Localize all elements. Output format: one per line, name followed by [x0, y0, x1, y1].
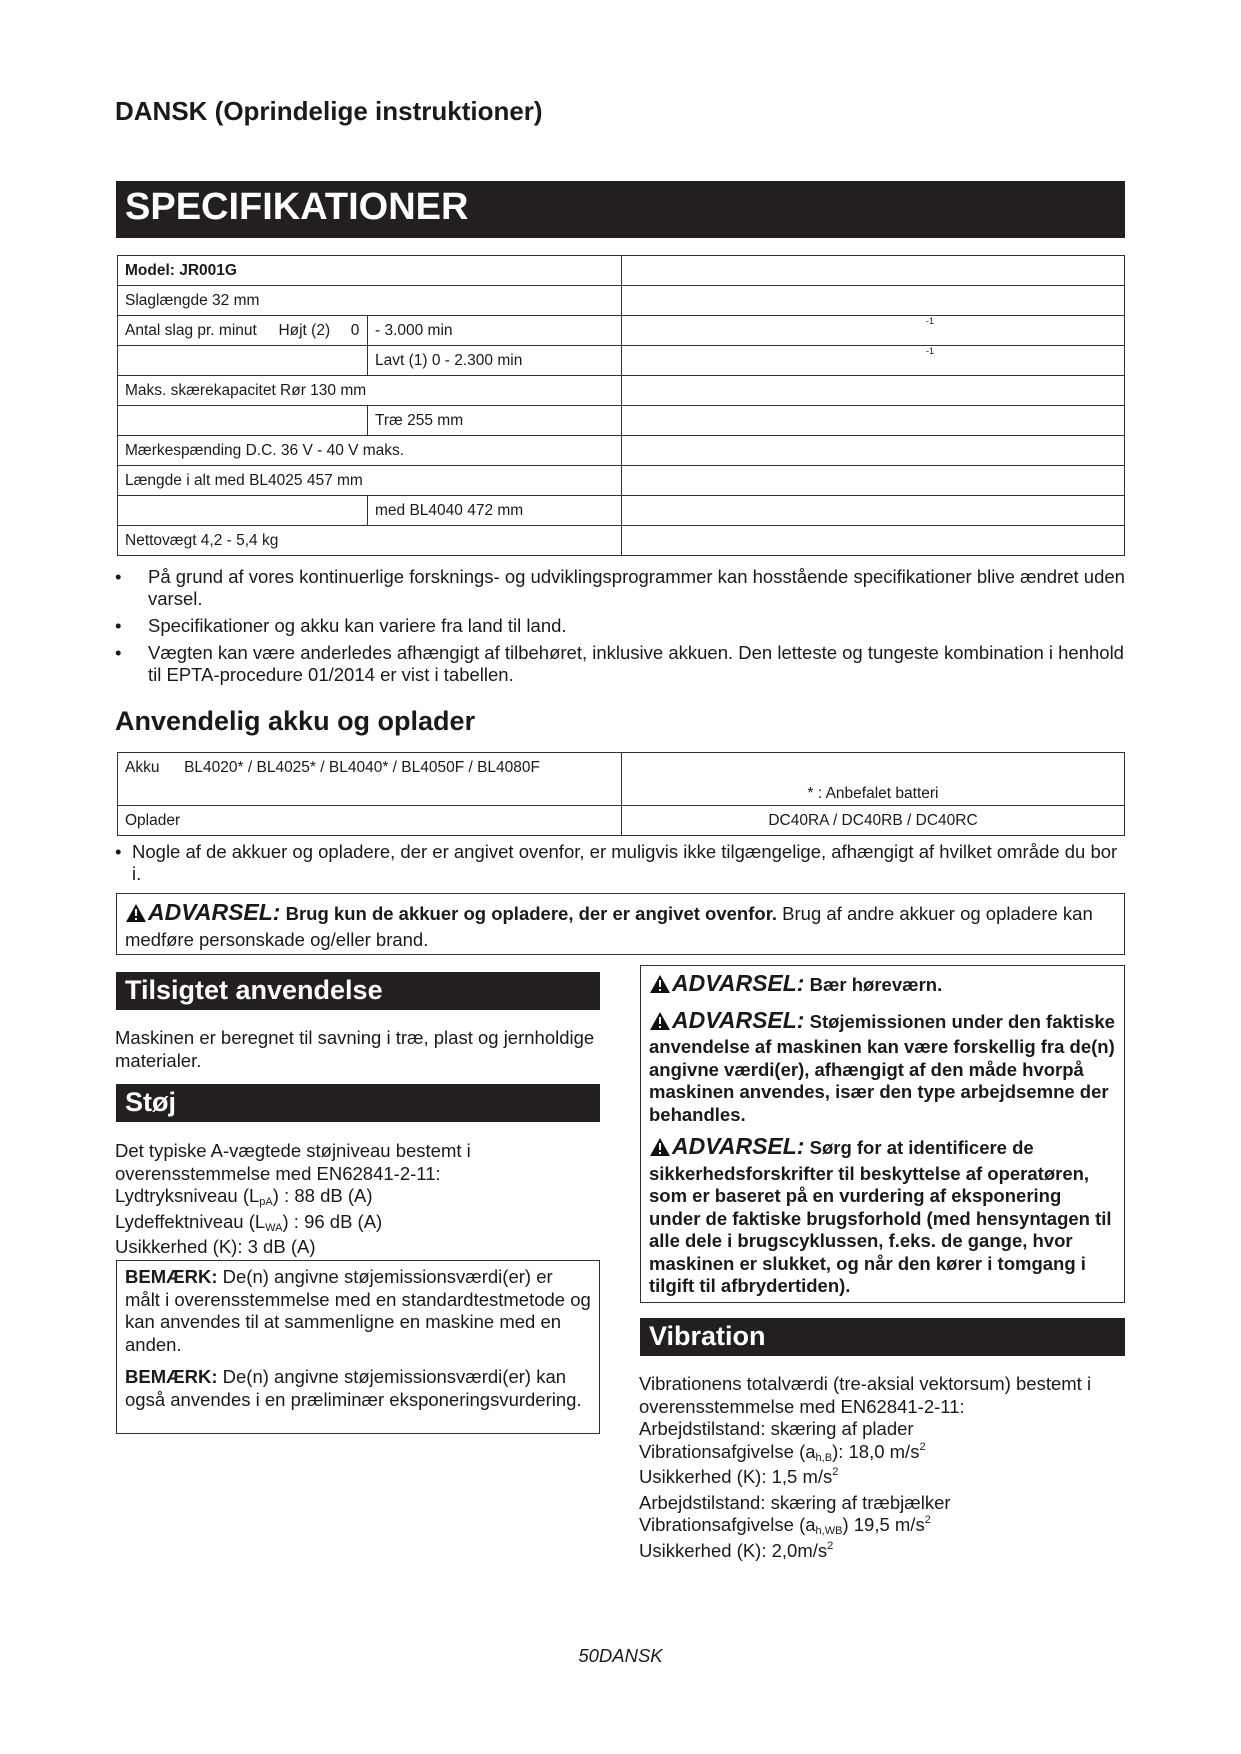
- stroke-length-cell: Slaglængde 32 mm: [118, 286, 622, 316]
- akku-label: Akku: [125, 759, 160, 776]
- recommended-cell: * : Anbefalet batteri: [622, 753, 1125, 806]
- akku-cell: [118, 753, 622, 806]
- warning-triangle-icon: [125, 903, 147, 929]
- spec-notes-list: [115, 566, 1125, 691]
- list-item: • På grund af vores kontinuerlige forsknings- og udviklingsprogrammer kan hosstående specifikationer blive ændret uden varsel.: [115, 566, 1125, 609]
- list-item: • Specifikationer og akku kan variere fra land til land.: [115, 615, 567, 636]
- noise-uncertainty: Usikkerhed (K): 3 dB (A): [115, 1236, 316, 1257]
- specifications-heading: SPECIFIKATIONER: [116, 181, 1125, 238]
- warning-triangle-icon: [649, 1137, 671, 1163]
- vibration-emission-2: Vibrationsafgivelse (ah,WB) 19,5 $m/s^2$: [639, 1514, 931, 1537]
- warning-triangle-icon: [649, 1011, 671, 1037]
- strokes-low-value-cell: Lavt (1) 0 - 2.300 min: [368, 346, 622, 376]
- vibration-uncertainty-1: Usikkerhed (K): 1,5 $m/s^2$: [639, 1466, 839, 1487]
- net-weight-cell: Nettovægt 4,2 - 5,4 kg: [118, 526, 622, 556]
- strokes-label-cell: [118, 316, 368, 346]
- table-row: [118, 376, 1125, 406]
- charger-label-cell: Oplader: [118, 806, 622, 836]
- noise-section: [115, 1140, 600, 1259]
- unit-exponent: -1: [926, 315, 935, 326]
- warning-text: Brug af andre akkuer og opladere kan medføre personskade og/eller brand.: [125, 903, 1093, 950]
- table-row: [118, 316, 1125, 346]
- strokes-label: Antal slag pr. minut: [125, 321, 257, 339]
- model-cell: Model: JR001G: [118, 256, 622, 286]
- vibration-mode-2: Arbejdstilstand: skæring af træbjælker: [639, 1491, 951, 1513]
- noise-note-2: BEMÆRK: De(n) angivne støjemissionsværdi(er) kan også anvendes i en præliminær eksponeringsvurdering.: [125, 1366, 582, 1410]
- battery-table: [117, 752, 1125, 836]
- vibration-mode-1: Arbejdstilstand: skæring af plader: [639, 1418, 914, 1439]
- warning-box-main: [116, 893, 1125, 955]
- unit-exponent: -1: [926, 345, 935, 356]
- warning-item: ADVARSEL: Sørg for at identificere de sikkerhedsforskrifter til beskyttelse af operatøren, som er baseret på en vurdering af eksponering under de faktiske brugsforhold (med hensyntagen til alle dele i brugscyklussen, f.eks. de gange, hvor maskinen er slukket, og når den kører i tomgang i tilgift til afbrydertiden).: [649, 1133, 1112, 1296]
- table-row: [118, 496, 1125, 526]
- strokes-high-value-cell: - 3.000 min: [368, 316, 622, 346]
- vibration-section: [639, 1373, 1125, 1565]
- battery-note-list: [115, 841, 1125, 890]
- page-number: 50DANSK: [578, 1645, 663, 1666]
- noise-note-1: BEMÆRK: De(n) angivne støjemissionsværdi(er) er målt i overensstemmelse med en standardtestmetode og kan anvendes til at sammenligne en maskine med en anden.: [125, 1266, 591, 1355]
- table-row: [118, 346, 1125, 376]
- list-item: • Nogle af de akkuer og opladere, der er angivet ovenfor, er muligvis ikke tilgængelige, afhængigt af hvilket område du bor i.: [115, 841, 1118, 884]
- intended-use-text: Maskinen er beregnet til savning i træ, plast og jernholdige materialer.: [115, 1027, 595, 1071]
- akku-models: BL4020* / BL4025* / BL4040* / BL4050F / BL4080F: [184, 759, 541, 776]
- table-row: [118, 753, 1125, 806]
- warning-bold-text: Brug kun de akkuer og opladere, der er angivet ovenfor.: [285, 903, 778, 924]
- rated-voltage-cell: Mærkespænding D.C. 36 V - 40 V maks.: [118, 436, 622, 466]
- noise-lpa: Lydtryksniveau (LpA) : 88 dB (A): [115, 1185, 373, 1208]
- table-row: [118, 406, 1125, 436]
- warning-item: ADVARSEL: Bær høreværn.: [649, 972, 1117, 1000]
- vibration-emission-1: Vibrationsafgivelse (ah,B): 18,0 $m/s^2$: [639, 1440, 926, 1464]
- table-row: [118, 436, 1125, 466]
- noise-notes-box: [116, 1260, 600, 1434]
- noise-heading: Støj: [116, 1084, 600, 1122]
- warning-label: ADVARSEL:: [148, 899, 281, 925]
- warning-item: ADVARSEL: Støjemissionen under den faktiske anvendelse af maskinen kan være forskellig fra de(n) angivne værdi(er), afhængigt af den måde hvorpå maskinen anvendes, især den type arbejdsemne der behandles.: [649, 1006, 1115, 1125]
- charger-models-cell: DC40RA / DC40RB / DC40RC: [622, 806, 1125, 836]
- capacity-wood-cell: Træ 255 mm: [368, 406, 622, 436]
- list-item: • Vægten kan være anderledes afhængigt af tilbehøret, inklusive akkuen. Den letteste og tungeste kombination i henhold til EPTA-procedure 01/2014 er vist i tabellen.: [115, 642, 1124, 685]
- noise-intro: Det typiske A-vægtede støjniveau bestemt i overensstemmelse med EN62841-2-11:: [115, 1140, 471, 1184]
- intended-use-heading: Tilsigtet anvendelse: [116, 972, 600, 1010]
- strokes-high-prefix: 0: [350, 321, 360, 339]
- length-bl4025-cell: Længde i alt med BL4025 457 mm: [118, 466, 622, 496]
- table-row: [118, 526, 1125, 556]
- warning-triangle-icon: [649, 974, 671, 1000]
- vibration-intro: Vibrationens totalværdi (tre-aksial vektorsum) bestemt i overensstemmelse med EN62841-2-11:: [639, 1373, 1092, 1417]
- vibration-heading: Vibration: [640, 1318, 1125, 1356]
- battery-heading: Anvendelig akku og oplader: [115, 706, 476, 736]
- table-row: [118, 256, 1125, 286]
- vibration-uncertainty-2: Usikkerhed (K): $2,0m/s^2$: [639, 1539, 834, 1561]
- noise-lwa: Lydeffektniveau (LWA) : 96 dB (A): [115, 1210, 383, 1234]
- max-capacity-cell: Maks. skærekapacitet Rør 130 mm: [118, 376, 622, 406]
- length-bl4040-cell: med BL4040 472 mm: [368, 496, 622, 526]
- warnings-right-box: [640, 965, 1125, 1303]
- strokes-high-label: Højt (2): [278, 321, 331, 339]
- table-row: [118, 806, 1125, 836]
- specifications-table: [117, 255, 1125, 556]
- table-row: [118, 466, 1125, 496]
- table-row: [118, 286, 1125, 316]
- language-title: DANSK (Oprindelige instruktioner): [115, 96, 543, 126]
